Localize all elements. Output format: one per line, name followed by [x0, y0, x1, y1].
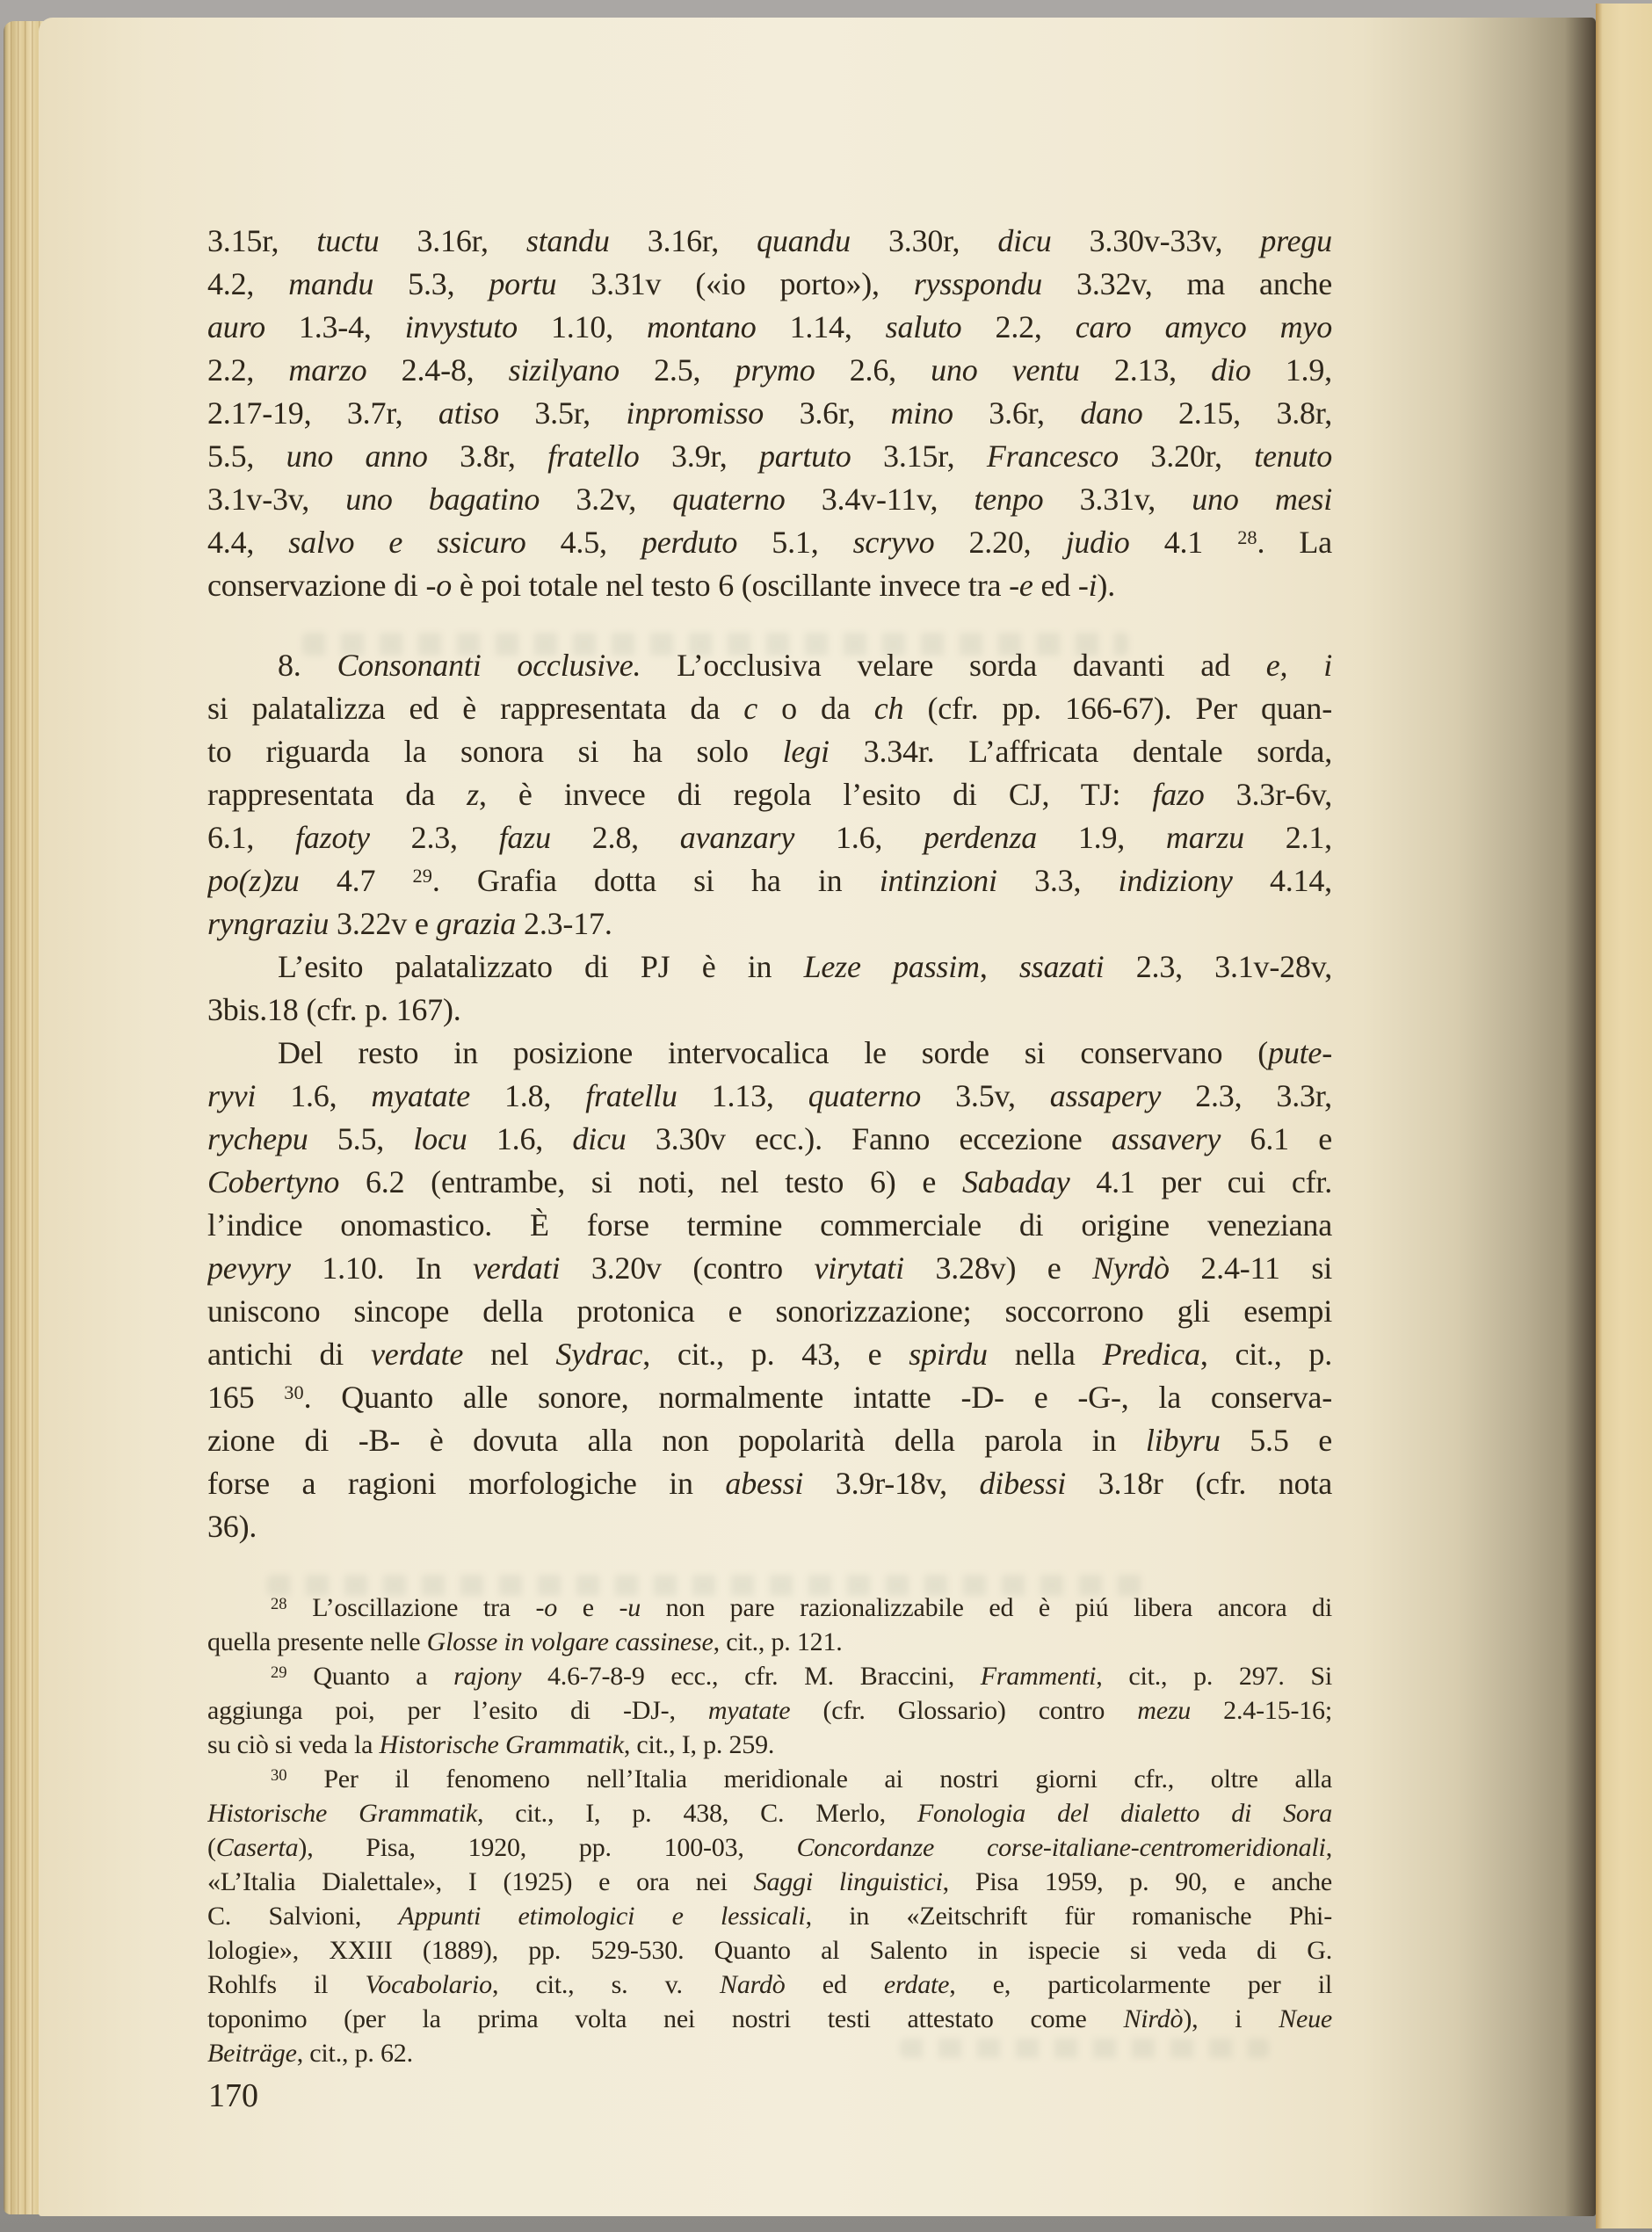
text-segment: caro amyco myo — [1075, 309, 1332, 344]
text-segment: Historische Grammatik — [207, 1799, 477, 1828]
text-segment: e, i — [1265, 648, 1332, 683]
text-segment: 4.14, — [1232, 863, 1332, 898]
text-segment: locu — [413, 1121, 467, 1156]
text-segment: fratellu — [585, 1078, 677, 1113]
text-segment: Historische Grammatik — [379, 1730, 624, 1759]
text-segment: 2.8, — [550, 820, 680, 855]
text-segment: inpromisso — [626, 395, 764, 431]
text-segment: 3.5v, — [921, 1078, 1050, 1113]
text-line — [207, 1830, 1332, 1865]
text-segment: 1.9, — [1037, 820, 1166, 855]
text-segment: 8. — [278, 648, 337, 683]
text-segment: 3.30v-33v, — [1051, 223, 1261, 258]
text-segment: pute- — [1268, 1035, 1332, 1070]
text-segment: libyru — [1145, 1423, 1221, 1458]
text-segment: , cit., I, p. 259. — [623, 1730, 775, 1759]
text-segment: erdate — [883, 1970, 950, 1999]
text-segment: Vocabolario — [365, 1970, 492, 1999]
text-segment: tuctu — [316, 223, 380, 258]
text-line — [207, 902, 1332, 946]
text-segment: Nyrdò — [1092, 1250, 1170, 1286]
text-segment: dicu — [572, 1121, 627, 1156]
text-segment: 3.3, — [996, 863, 1119, 898]
text-segment: 3.16r, — [609, 223, 757, 258]
text-line — [207, 1796, 1332, 1830]
text-segment: 4.1 — [1129, 525, 1238, 560]
text-line — [207, 1505, 1332, 1548]
footnote-reference: 28 — [1237, 525, 1257, 548]
text-segment: 2.2, — [961, 309, 1076, 344]
text-segment: assavery — [1111, 1121, 1221, 1156]
text-segment: L’esito palatalizzato di PJ è in — [278, 949, 804, 984]
footnote-reference: 29 — [412, 864, 432, 887]
text-segment: portu — [489, 266, 557, 301]
text-segment: z — [467, 777, 479, 812]
text-segment: nel — [463, 1337, 556, 1372]
text-segment: Quanto a — [286, 1662, 454, 1691]
text-line — [207, 1376, 1332, 1419]
text-line — [207, 349, 1332, 392]
text-segment: Fonologia del dialetto di Sora — [917, 1799, 1332, 1828]
text-segment: 1.13, — [677, 1078, 808, 1113]
text-segment: quandu — [757, 223, 851, 258]
text-segment: -i — [1077, 568, 1098, 603]
text-segment: 2.2, — [207, 352, 289, 388]
text-segment: uniscono sincope della protonica e sonorizzazione; soccorrono gli esempi — [207, 1294, 1332, 1329]
text-segment: Saggi linguistici — [753, 1867, 943, 1896]
text-segment: Appunti etimologici e lessicali — [398, 1902, 806, 1931]
text-segment: verdate — [370, 1337, 464, 1372]
text-segment: rajony — [453, 1662, 522, 1691]
text-segment: dano — [1080, 395, 1143, 431]
text-line — [207, 946, 1332, 989]
text-segment: 1.3-4, — [264, 309, 405, 344]
text-segment: Predica — [1102, 1337, 1200, 1372]
text-segment: 3.32v, ma anche — [1042, 266, 1332, 301]
text-segment: uno ventu — [931, 352, 1080, 388]
text-line — [207, 816, 1332, 859]
text-line — [207, 1290, 1332, 1333]
text-line — [207, 564, 1332, 607]
text-segment: conservazione di — [207, 568, 426, 603]
text-segment: Leze passim — [803, 949, 980, 984]
text-segment: Cobertyno — [207, 1164, 340, 1199]
text-segment: 2.5, — [619, 352, 735, 388]
text-segment: , — [979, 949, 1019, 984]
body-text — [207, 220, 1332, 1548]
text-line — [207, 687, 1332, 730]
text-segment: , cit., p. 43, e — [642, 1337, 909, 1372]
text-segment: 2.3, 3.1v-28v, — [1104, 949, 1332, 984]
footnote-reference: 30 — [271, 1765, 287, 1785]
text-segment: 1.10. In — [290, 1250, 474, 1286]
text-line — [207, 1204, 1332, 1247]
text-line — [207, 1118, 1332, 1161]
text-segment: myatate — [707, 1696, 791, 1725]
text-line — [207, 1591, 1332, 1625]
text-segment: ryngraziu — [207, 906, 330, 941]
text-segment: ), Pisa, 1920, pp. 100-03, — [298, 1833, 797, 1862]
text-segment: Per il fenomeno nell’Italia meridionale ai nostri giorni cfr., oltre alla — [286, 1765, 1332, 1794]
text-segment: avanzary — [679, 820, 795, 855]
text-segment: rychepu — [207, 1121, 308, 1156]
text-segment: aggiunga poi, per l’esito di -DJ-, — [207, 1696, 708, 1725]
text-line — [207, 1865, 1332, 1899]
text-segment: , è invece di regola l’esito di CJ, TJ: — [478, 777, 1153, 812]
text-segment: ( — [207, 1833, 216, 1862]
text-segment: verdati — [473, 1250, 561, 1286]
text-segment: -e — [1009, 568, 1033, 603]
text-segment: 3.6r, — [953, 395, 1081, 431]
text-segment: rysspondu — [913, 266, 1043, 301]
text-line — [207, 1728, 1332, 1762]
text-segment: tenpo — [974, 482, 1044, 517]
paragraph — [207, 220, 1332, 607]
text-segment: 1.8, — [469, 1078, 586, 1113]
text-line — [207, 859, 1332, 902]
text-segment: partuto — [758, 438, 851, 474]
paragraph — [207, 644, 1332, 946]
page-number: 170 — [208, 2077, 258, 2114]
text-line — [207, 644, 1332, 687]
text-segment: intinzioni — [879, 863, 997, 898]
text-segment: 5.5, — [207, 438, 286, 474]
text-segment: 3.30v ecc.). Fanno eccezione — [626, 1121, 1112, 1156]
text-segment: 2.4-11 si — [1169, 1250, 1332, 1286]
text-segment: 3.9r-18v, — [803, 1466, 980, 1501]
text-segment: spirdu — [909, 1337, 988, 1372]
text-line — [207, 392, 1332, 435]
text-segment: 3.5r, — [498, 395, 627, 431]
text-segment: 4.4, — [207, 525, 289, 560]
text-segment: Del resto in posizione intervocalica le sorde si conservano ( — [278, 1035, 1269, 1070]
text-segment: mino — [890, 395, 953, 431]
text-segment: 6.1, — [207, 820, 296, 855]
text-segment: 3.34r. L’affricata dentale sorda, — [829, 734, 1332, 769]
text-segment: Consonanti occlusive. — [337, 648, 641, 683]
text-segment: C. Salvioni, — [207, 1902, 399, 1931]
text-line — [207, 730, 1332, 773]
text-line — [207, 1419, 1332, 1462]
footnote-reference: 30 — [284, 1381, 304, 1403]
text-segment: 3.2v, — [540, 482, 673, 517]
text-line — [207, 478, 1332, 521]
text-segment: , e, particolarmente per il — [949, 1970, 1332, 1999]
text-segment: quaterno — [672, 482, 786, 517]
text-segment: uno mesi — [1192, 482, 1332, 517]
text-segment: ed — [1032, 568, 1078, 603]
text-line — [207, 435, 1332, 478]
text-segment: Nirdò — [1123, 2004, 1184, 2033]
text-segment: pevyry — [207, 1250, 291, 1286]
text-segment: invystuto — [404, 309, 518, 344]
text-segment: ssazati — [1018, 949, 1105, 984]
text-line — [207, 306, 1332, 349]
text-segment: abessi — [725, 1466, 804, 1501]
text-segment: 3.8r, — [427, 438, 548, 474]
text-segment: mezu — [1137, 1696, 1192, 1725]
text-line — [207, 220, 1332, 263]
text-segment: 3.4v-11v, — [785, 482, 975, 517]
text-segment: non pare razionalizzabile ed è piú libera ancora di — [641, 1593, 1332, 1622]
text-line — [207, 1967, 1332, 2002]
text-line — [207, 1933, 1332, 1967]
text-segment: fazo — [1152, 777, 1205, 812]
text-segment: o da — [757, 691, 874, 726]
text-segment: sizilyano — [508, 352, 620, 388]
text-segment: antichi di — [207, 1337, 371, 1372]
text-segment: -u — [619, 1593, 641, 1622]
text-segment: 3.16r, — [379, 223, 526, 258]
text-segment: , cit., p. 62. — [296, 2039, 413, 2068]
text-segment: , — [1325, 1833, 1332, 1862]
text-line — [207, 1899, 1332, 1933]
text-segment: mandu — [288, 266, 374, 301]
text-segment: perdenza — [924, 820, 1038, 855]
text-segment: 165 — [207, 1380, 285, 1415]
paragraph — [207, 1591, 1332, 1659]
text-segment: 3.1v-3v, — [207, 482, 346, 517]
text-segment: 3.31v («io porto»), — [556, 266, 914, 301]
text-segment: indiziony — [1118, 863, 1233, 898]
text-segment: rappresentata da — [207, 777, 467, 812]
text-line — [207, 989, 1332, 1032]
text-segment: fazoty — [295, 820, 370, 855]
text-segment: -o — [535, 1593, 558, 1622]
text-segment: , Pisa 1959, p. 90, e anche — [942, 1867, 1332, 1896]
text-segment: . Quanto alle sonore, normalmente intatte -D- e -G-, la conserva- — [303, 1380, 1332, 1415]
text-segment: uno bagatino — [345, 482, 540, 517]
text-segment: uno anno — [286, 438, 428, 474]
text-segment: lologie», XXIII (1889), pp. 529-530. Quanto al Salento in ispecie si veda di G. — [207, 1936, 1332, 1965]
text-segment: Caserta — [215, 1833, 299, 1862]
text-segment: montano — [646, 309, 757, 344]
text-segment: dio — [1211, 352, 1251, 388]
text-segment: 3.6r, — [764, 395, 891, 431]
text-segment: 3.28v) e — [903, 1250, 1093, 1286]
text-segment: 6.1 e — [1221, 1121, 1332, 1156]
text-line — [207, 1161, 1332, 1204]
text-segment: è poi totale nel testo 6 (oscillante invece tra — [452, 568, 1010, 603]
text-segment: judio — [1065, 525, 1130, 560]
text-segment: marzo — [288, 352, 367, 388]
text-segment: 3.15r, — [207, 223, 317, 258]
text-segment: 1.10, — [517, 309, 647, 344]
text-segment: l’indice onomastico. È forse termine commerciale di origine veneziana — [207, 1207, 1332, 1243]
text-segment: (cfr. Glossario) contro — [790, 1696, 1138, 1725]
text-segment: pregu — [1260, 223, 1332, 258]
text-segment: myatate — [371, 1078, 470, 1113]
text-segment: L’oscillazione tra — [286, 1593, 536, 1622]
text-segment: L’occlusiva velare sorda davanti ad — [641, 648, 1266, 683]
text-segment: 2.3, 3.3r, — [1161, 1078, 1332, 1113]
text-segment: dicu — [997, 223, 1052, 258]
text-segment: 2.1, — [1243, 820, 1332, 855]
text-segment: assapery — [1049, 1078, 1162, 1113]
text-segment: 2.15, 3.8r, — [1142, 395, 1332, 431]
footnote-reference: 29 — [271, 1663, 287, 1682]
text-segment: 3bis.18 (cfr. p. 167). — [207, 992, 461, 1027]
text-segment: 3.3r-6v, — [1204, 777, 1332, 812]
text-segment: . Grafia dotta si ha in — [431, 863, 880, 898]
text-segment: 3.22v e — [329, 906, 437, 941]
text-line — [207, 1032, 1332, 1075]
text-segment: 2.4-8, — [366, 352, 509, 388]
text-segment: marzu — [1165, 820, 1244, 855]
text-segment: atiso — [438, 395, 499, 431]
text-line — [207, 1625, 1332, 1659]
text-segment: quella presente nelle — [207, 1627, 427, 1656]
text-segment: Nardò — [720, 1970, 786, 1999]
text-segment: ch — [873, 691, 904, 726]
text-segment: , cit., p. — [1199, 1337, 1332, 1372]
text-segment: su ciò si veda la — [207, 1730, 380, 1759]
paragraph — [207, 1659, 1332, 1762]
text-line — [207, 263, 1332, 306]
text-segment: Sydrac — [555, 1337, 643, 1372]
paragraph — [207, 1762, 1332, 2070]
text-segment: saluto — [885, 309, 962, 344]
text-segment: , in «Zeitschrift für romanische Phi- — [805, 1902, 1332, 1931]
text-segment: c — [743, 691, 757, 726]
text-segment: 3.31v, — [1043, 482, 1192, 517]
text-segment: 3.20v (contro — [560, 1250, 815, 1286]
text-line — [207, 1462, 1332, 1505]
paragraph — [207, 946, 1332, 1032]
text-segment: quaterno — [808, 1078, 922, 1113]
text-segment: . La — [1257, 525, 1332, 560]
text-segment: forse a ragioni morfologiche in — [207, 1466, 726, 1501]
text-segment: Glosse in volgare cassinese — [426, 1627, 714, 1656]
text-segment: 4.2, — [207, 266, 289, 301]
text-segment: 4.1 per cui cfr. — [1069, 1164, 1332, 1199]
text-line — [207, 1659, 1332, 1693]
footnote-reference: 28 — [271, 1594, 287, 1613]
text-segment: standu — [525, 223, 610, 258]
text-segment: virytati — [814, 1250, 904, 1286]
paragraph — [207, 1032, 1332, 1548]
text-segment: tenuto — [1254, 438, 1332, 474]
text-segment: 2.17-19, 3.7r, — [207, 395, 438, 431]
right-underlying-page-edge — [1596, 4, 1652, 2228]
text-segment: salvo e ssicuro — [288, 525, 526, 560]
text-segment: 3.9r, — [639, 438, 759, 474]
text-line — [207, 1247, 1332, 1290]
text-segment: 5.1, — [737, 525, 853, 560]
text-line — [207, 1693, 1332, 1728]
text-segment: , cit., p. 297. Si — [1096, 1662, 1332, 1691]
text-segment: to riguarda la sonora si ha solo — [207, 734, 783, 769]
text-segment: legi — [782, 734, 830, 769]
text-segment: ). — [1097, 568, 1116, 603]
text-segment: 1.6, — [467, 1121, 573, 1156]
text-segment: toponimo (per la prima volta nei nostri testi attestato come — [207, 2004, 1124, 2033]
text-segment: nella — [987, 1337, 1103, 1372]
text-segment: Concordanze corse-italiane-centromeridionali — [796, 1833, 1326, 1862]
text-segment: fratello — [547, 438, 640, 474]
text-segment: Francesco — [986, 438, 1119, 474]
text-segment: , cit., I, p. 438, C. Merlo, — [476, 1799, 917, 1828]
text-segment: grazia — [436, 906, 517, 941]
text-segment: 1.14, — [756, 309, 886, 344]
text-segment: e — [557, 1593, 620, 1622]
text-segment: «L’Italia Dialettale», I (1925) e ora nei — [207, 1867, 754, 1896]
text-segment: po(z)zu — [207, 863, 300, 898]
text-segment: 1.9, — [1250, 352, 1332, 388]
text-segment: 3.15r, — [851, 438, 987, 474]
text-segment: zione di -B- è dovuta alla non popolarità della parola in — [207, 1423, 1146, 1458]
text-segment: Sabaday — [961, 1164, 1070, 1199]
text-segment: 3.18r (cfr. nota — [1066, 1466, 1332, 1501]
text-segment: si palatalizza ed è rappresentata da — [207, 691, 744, 726]
text-line — [207, 2036, 1332, 2070]
text-segment: fazu — [498, 820, 551, 855]
text-segment: 5.5 e — [1220, 1423, 1332, 1458]
text-line — [207, 521, 1332, 564]
text-segment: -o — [425, 568, 453, 603]
text-segment: 2.20, — [934, 525, 1066, 560]
text-segment: ed — [785, 1970, 884, 1999]
text-segment: Rohlfs il — [207, 1970, 366, 1999]
text-segment: 2.13, — [1079, 352, 1212, 388]
text-line — [207, 1075, 1332, 1118]
text-segment: 1.6, — [794, 820, 924, 855]
text-segment: (cfr. pp. 166-67). Per quan- — [903, 691, 1332, 726]
text-line — [207, 773, 1332, 816]
text-segment: ryvi — [207, 1078, 257, 1113]
text-segment: ), i — [1183, 2004, 1279, 2033]
text-segment: prymo — [735, 352, 815, 388]
text-segment: 5.3, — [373, 266, 489, 301]
text-segment: auro — [207, 309, 265, 344]
text-segment: dibessi — [979, 1466, 1067, 1501]
text-segment: 2.3-17. — [516, 906, 612, 941]
text-segment: 4.6-7-8-9 ecc., cfr. M. Braccini, — [521, 1662, 981, 1691]
text-segment: , cit., s. v. — [491, 1970, 721, 1999]
text-segment: 2.6, — [815, 352, 931, 388]
text-segment: 6.2 (entrambe, si noti, nel testo 6) e — [339, 1164, 962, 1199]
text-line — [207, 1333, 1332, 1376]
text-segment: 2.4-15-16; — [1191, 1696, 1332, 1725]
text-line — [207, 1762, 1332, 1796]
text-segment: scryvo — [852, 525, 935, 560]
text-segment: perduto — [641, 525, 738, 560]
text-segment: 36). — [207, 1509, 257, 1544]
text-segment: 5.5, — [308, 1121, 414, 1156]
text-segment: , cit., p. 121. — [713, 1627, 843, 1656]
text-segment: 3.30r, — [850, 223, 998, 258]
text-segment: Beiträge — [207, 2039, 297, 2068]
text-segment: 4.7 — [299, 863, 413, 898]
text-segment: 2.3, — [369, 820, 499, 855]
footnotes — [207, 1591, 1332, 2070]
text-segment: 4.5, — [525, 525, 641, 560]
text-segment: 1.6, — [256, 1078, 372, 1113]
text-segment: Neue — [1279, 2004, 1332, 2033]
text-segment: Frammenti — [980, 1662, 1097, 1691]
text-line — [207, 2002, 1332, 2036]
text-segment: 3.20r, — [1118, 438, 1255, 474]
